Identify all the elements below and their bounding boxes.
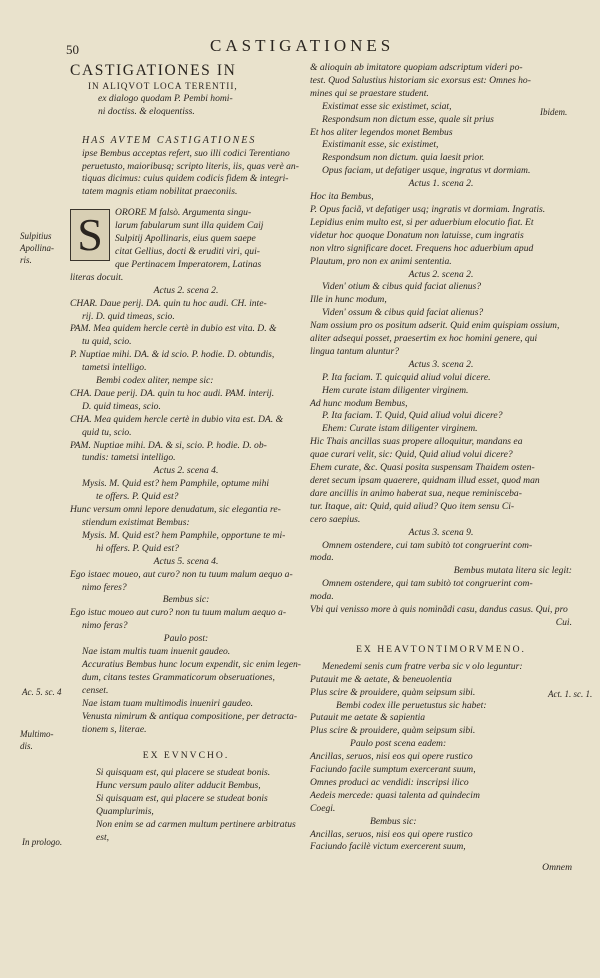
text-line: CHAR. Daue perij. DA. quin tu hoc audi. CH. inte- [70,297,267,309]
text-line: Paulo post: [163,633,209,645]
text-line: tiquas dicimus: cuius quidem codicis fidem & integri- [82,173,289,185]
text-line: CHA. Mea quidem hercle certè in dubio vita est. DA. & [70,413,284,425]
has-autem-heading: HAS AVTEM CASTIGATIONES [82,134,257,146]
text-line: Hunc versum paulo aliter adducit Bembus, [96,780,261,792]
text-line: hi offers. P. Quid est? [96,542,179,554]
text-line: Faciundo facile sumptum exercerant suum, [310,764,476,776]
text-line: Ehem curate, &c. Quasi posita suspensam Thaidem osten- [310,462,535,474]
text-line: nimo feres? [82,581,127,593]
text-line: Nae istam multis tuam inuenit gaudeo. [82,646,231,658]
text-line: test. Quod Salustius historiam sic exorsus est: Omnes ho- [310,74,531,86]
right-column [310,62,572,875]
text-line: aliter adsequi posset, praesertim ex hoc homini genere, qui [310,333,538,345]
section-heading-heauton: EX HEAVTONTIMORVMENO. [356,643,526,655]
text-line: PAM. Mea quidem hercle certè in dubio est vita. D. & [70,323,277,335]
main-title: CASTIGATIONES IN [70,62,237,79]
text-line: Ad hunc modum Bembus, [310,397,408,409]
text-line: tundis: tametsi intelligo. [82,452,176,464]
margin-note-multimodis [20,728,54,752]
text-line: Nae istam tuam multimodis inueniri gaudeo. [82,697,254,709]
text-line: Ancillas, seruos, nisi eos qui opere rustico [310,828,473,840]
text-line: Bembi codex ille peruetustus sic habet: [336,699,487,711]
text-line: Faciundo facilè victum exercerent suum, [310,841,466,853]
text-line: PAM. Nuptiae mihi. DA. & si, scio. P. hodie. D. ob- [70,439,267,451]
text-line: Menedemi senis cum fratre verba sic v olo leguntur: [322,660,523,672]
text-line: Putauit me & aetate, & beneuolentia [310,673,452,685]
text-line: Plus scire & prouidere, quàm seipsum sibi. [310,686,476,698]
text-line: te offers. P. Quid est? [96,491,179,503]
text-line: Non enim se ad carmen multum pertinere arbitratus est, [96,818,296,843]
act-heading: Actus 5. scena 4. [153,555,219,567]
text-line: videtur hoc quoque Donatum non latuisse, cum ingratis [310,229,524,241]
running-head: CASTIGATIONES [210,36,395,55]
text-line: Sulpitij Apollinaris, eius quem saepe [115,233,256,245]
text-line: mines qui se praestare student. [310,87,429,99]
text-line: non vltro significare docet. Frequens hoc aduerbium apud [310,242,534,254]
text-line: Bembus mutata litera sic legit: [453,565,572,577]
text-line: Hem curate istam diligenter virginem. [322,384,469,396]
text-line: citat Gellius, docti & eruditi viri, qui- [115,245,260,257]
text-line: moda. [310,552,334,564]
margin-note-line: Sulpitius [20,231,52,241]
text-line: stiendum existimat Bembus: [82,517,190,528]
text-line: Opus faciam, ut defatiger usque, ingratus vt dormiam. [322,165,531,177]
text-line: Mysis. M. Quid est? hem Pamphile, opportune te mi- [82,529,286,541]
text-line: CHA. Daue perij. DA. quin tu hoc audi. PAM. interij. [70,387,275,399]
text-line: que Pertinacem Imperatorem, Latinas [115,258,262,270]
margin-note-line: Apollina- [20,243,54,253]
text-line: P. Ita faciam. T. Quid, Quid aliud volui dicere? [322,410,503,422]
section-heading-eunucho: EX EVNVCHO. [142,750,230,762]
margin-note-act5: Ac. 5. sc. 4 [22,687,62,697]
text-line: P. Nuptiae mihi. DA. & id scio. P. hodie. D. obtundis, [70,349,275,361]
subtitle-line: ex dialogo quodam P. Pembi homi- [98,92,233,104]
margin-note-line: Multimo- [20,729,54,739]
text-line: Mysis. M. Quid est? hem Pamphile, optume mihi [82,478,270,490]
text-line: nimo feras? [82,620,128,632]
margin-note-line: dis. [20,741,33,751]
text-line: Et hos aliter legendos monet Bembus [310,126,453,138]
act-heading: Actus 2. scena 2. [153,284,219,296]
text-line: rij. D. quid timeas, scio. [82,310,175,322]
text-line: Putauit me aetate & sapientia [310,712,426,724]
margin-note-prologo: In prologo. [22,837,63,847]
act-heading: Actus 3. scena 9. [408,526,474,538]
text-line: Coegi. [310,802,336,814]
text-line: Existimat esse sic existimet, sciat, [322,100,452,112]
text-line: Vbi qui venisso more à quis nominãdi casu, dandus casus. Qui, pro [310,604,568,616]
text-line: deret secum ipsam quaerere, quidnam illud esset, quod man [310,475,540,486]
text-line: quae curari velit, sic: Quid, Quid aliud volui dicere? [310,449,513,461]
text-line: Ille in hunc modum, [310,294,387,306]
text-line: D. quid timeas, scio. [82,400,161,412]
text-line: peruetusto, maioribusq; scripto literis, iis, quas verè an- [82,160,299,172]
text-line: Hunc versum omni lepore denudatum, sic elegantia re- [70,504,281,516]
text-line: moda. [310,591,334,603]
text-line: Si quisquam est, qui placere se studeat bonis. [96,767,271,779]
text-line: Bembus sic: [162,594,210,606]
text-line: Respondsum non dictum. quia laesit prior. [322,152,485,164]
text-line: tatem magnis etiam nobilitat praeconiis. [82,186,238,198]
text-line: tionem s, literae. [82,723,147,735]
text-line: literas docuit. [70,271,124,283]
margin-note-ibidem: Ibidem. [540,107,568,117]
text-line: Omnes produci ac vendidi: inscripsi ilico [310,776,469,788]
text-line: Accuratius Bembus hunc locum expendit, sic enim legen- [82,658,301,670]
text-line: P. Opus faciã, vt defatiger usq; ingratis vt dormiam. Ingratis. [310,203,546,215]
text-line: dum, citans testes Grammaticorum obseruationes, censet. [82,671,275,696]
text-line: Bembi codex aliter, nempe sic: [96,375,214,387]
text-line: & alioquin ab imitatore quopiam adscriptum videri po- [310,62,523,73]
text-line: Ego istuc moueo aut curo? non tu tuum malum aequo a- [70,607,287,619]
text-line: Bembus sic: [370,815,417,827]
left-column [70,62,302,845]
text-line: Hic Thais ancillas suas propere alloquitur, mandans ea [310,436,523,448]
text-line: Ancillas, seruos, nisi eos qui opere rustico [310,751,473,763]
text-line: Hoc ita Bembus, [310,191,374,203]
text-line: P. Ita faciam. T. quicquid aliud volui dicere. [322,371,491,383]
text-line: cero saepius. [310,513,361,525]
text-line: ipse Bembus acceptas refert, suo illi codici Terentiano [82,147,290,159]
margin-note-act1: Act. 1. sc. 1. [548,689,593,699]
text-line: Viden' otium & cibus quid faciat alienus? [322,281,482,293]
text-line: Aedeis mercede: quasi talenta ad quindecim [310,789,480,801]
act-heading: Actus 3. scena 2. [408,358,474,370]
text-line: Quamplurimis, [96,806,154,818]
text-line: Cui. [555,616,572,628]
dropcap-paragraph [70,207,302,272]
text-line: Ego istaec moueo, aut curo? non tu tuum malum aequo a- [70,568,293,580]
text-line: Omnem ostendere, cui tam subitò tot congruerint com- [322,539,533,551]
act-heading: Actus 2. scena 4. [153,465,219,477]
text-line: dare ancillis in animo haberat sua, neque reminisceba- [310,487,522,499]
text-line: lingua tantum aluntur? [310,345,400,357]
text-line: Existimanit esse, sic existimet, [322,139,439,151]
text-line: larum fabularum sunt illa quidem Caij [115,220,264,232]
text-line: tametsi intelligo. [82,362,147,374]
act-heading: Actus 2. scena 2. [408,268,474,280]
text-line: tu quid, scio. [82,336,132,348]
catchword: Omnem [542,862,572,874]
text-line: Venusta nimirum & antiqua compositione, per detracta- [82,710,298,722]
text-line: Plautum, pro non ex animi sententia. [310,255,452,267]
page-number: 50 [66,42,79,57]
subtitle: IN ALIQVOT LOCA TERENTII, [88,81,238,91]
text-line: tur. Itaque, ait: Quid, quid aliud? Quo item sensu Ci- [310,500,515,512]
text-line: quid tu, scio. [82,426,132,438]
margin-note-sulpitius [20,230,54,266]
text-line: Lepidius enim multo est, si per aduerbium elocutio fiat. Et [310,216,534,228]
dropcap-letter: S [70,209,110,261]
subtitle-line: ni doctiss. & eloquentiss. [98,105,195,117]
text-line: Plus scire & prouidere, quàm seipsum sibi. [310,725,476,737]
text-line: Viden' ossum & cibus quid faciat alienus? [322,307,484,319]
text-line: Nam ossium pro os positum adserit. Quid enim quispiam ossium, [310,320,560,332]
text-line: Ehem: Curate istam diligenter virginem. [322,423,478,435]
text-line: Paulo post scena eadem: [350,738,447,750]
act-heading: Actus 1. scena 2. [408,178,474,190]
text-line: Respondsum non dictum esse, quale sit prius [322,113,494,125]
text-line: ORORE M falsò. Argumenta singu- [115,207,252,219]
margin-note-line: ris. [20,255,32,265]
text-line: Omnem ostendere, qui tam subitò tot congruerint com- [322,578,533,590]
text-line: Si quisquam est, qui placere se studeat bonis [96,793,268,805]
